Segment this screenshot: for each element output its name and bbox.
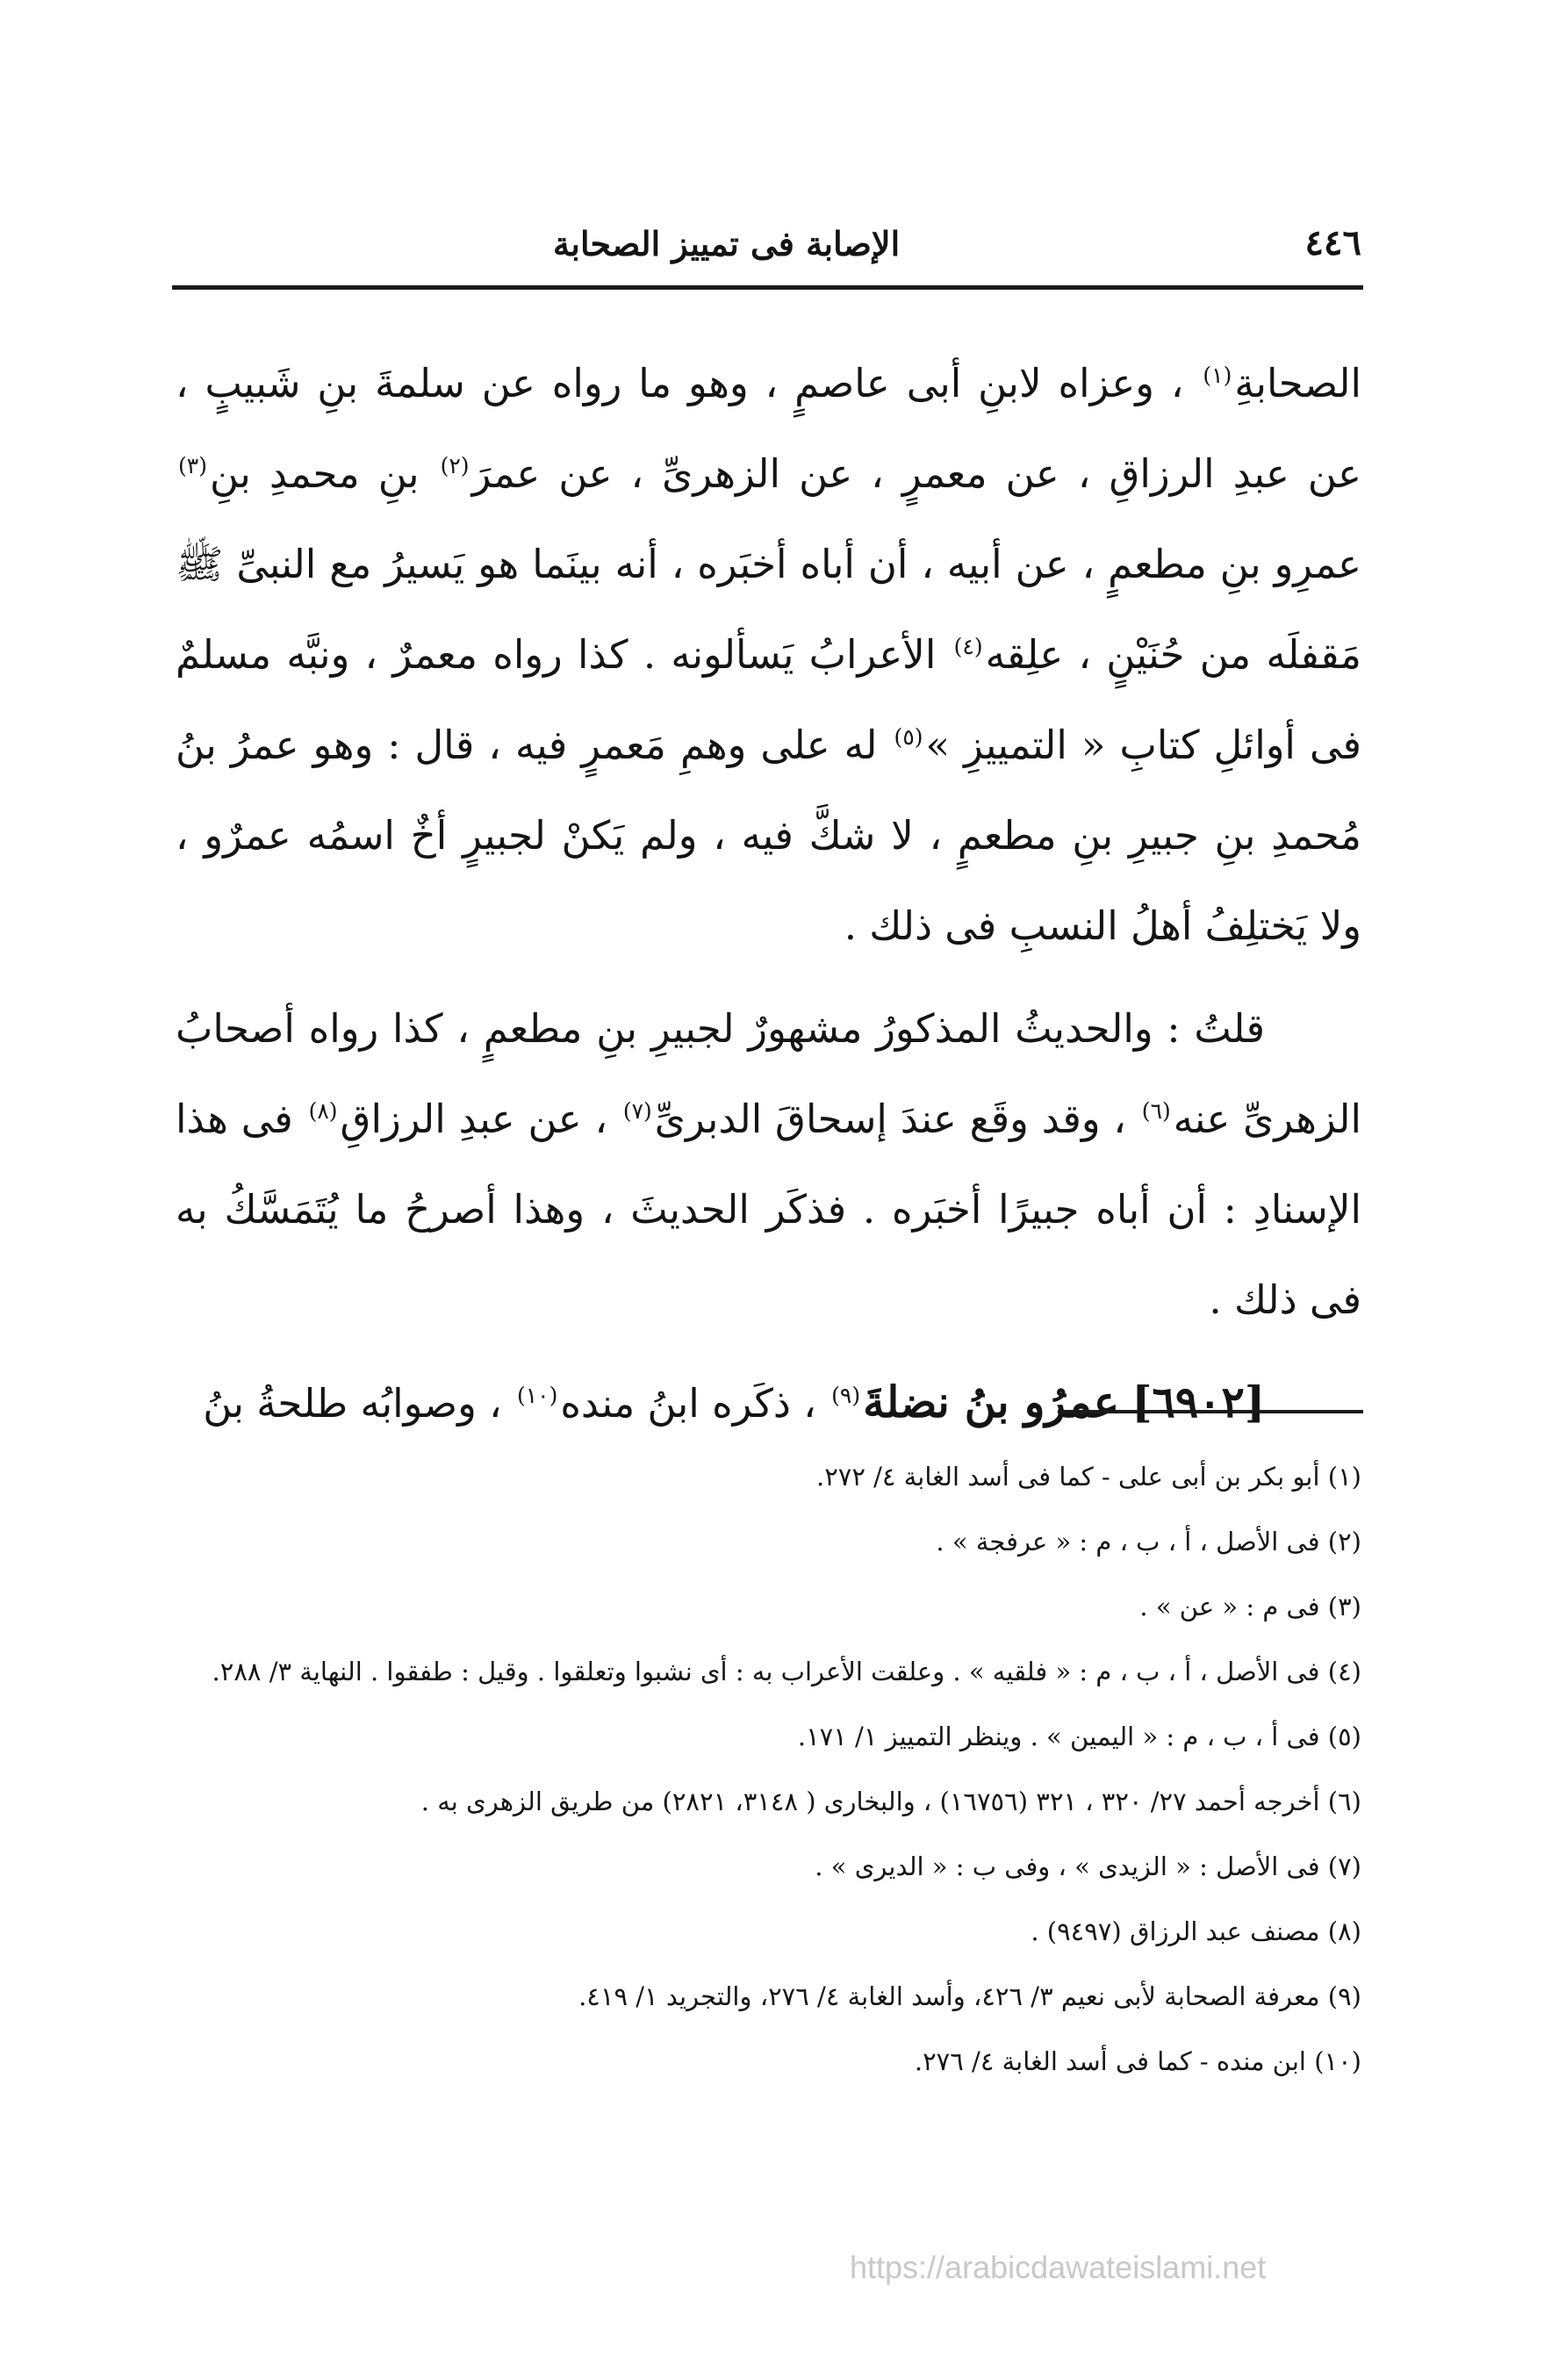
text-run: الأعرابُ يَسألونه . كذا رواه معمرٌ ، ونبَّه مسلمٌ فى أوائلِ كتابِ « التمييزِ »: [176, 631, 1361, 768]
footnote-marker-1: (١): [1203, 363, 1232, 388]
text-run: ، وقد وقَع عندَ إسحاقَ الدبرىِّ: [654, 1096, 1139, 1142]
paragraph-2: [176, 983, 1361, 1345]
footnote-3: (٣) فى م : « عن » .: [1139, 1592, 1361, 1621]
text-run: قلتُ : والحديثُ المذكورُ مشهورٌ لجبيرِ بنِ مطعمٍ ، كذا رواه أصحابُ الزهرىِّ عنه: [176, 1005, 1361, 1142]
text-run: بنِ محمدِ بنِ: [209, 450, 438, 497]
footnote-marker-6: (٦): [1141, 1098, 1171, 1124]
text-run: ، عن عبدِ الرزاقِ: [340, 1096, 621, 1142]
footnote-1: (١) أبو بكر بن أبى على - كما فى أسد الغابة ٤/ ٢٧٢.: [815, 1462, 1361, 1492]
footnote-9: (٩) معرفة الصحابة لأبى نعيم ٣/ ٤٢٦، وأسد الغابة ٤/ ٢٧٦، والتجريد ١/ ٤١٩.: [578, 1981, 1361, 2011]
text-run: الصحابةِ: [1234, 360, 1361, 406]
text-run: ، وعزاه لابنِ أبى عاصمٍ ، وهو ما رواه عن سلمةَ بنِ شَبيبٍ ، عن عبدِ الرزاقِ ، عن معمرٍ ، عن الزهرىِّ ، عن عمرَ: [176, 360, 1361, 497]
footnote-marker-4: (٤): [953, 634, 983, 659]
running-title: الإصابة فى تمييز الصحابة: [553, 224, 901, 263]
watermark-url: https://arabicdawateislami.net: [850, 2249, 1267, 2285]
footnote-10: (١٠) ابن منده - كما فى أسد الغابة ٤/ ٢٧٦.: [914, 2046, 1361, 2076]
header-divider: [172, 285, 1363, 290]
running-head: [176, 209, 1361, 263]
footnote-marker-5: (٥): [894, 724, 923, 750]
footnote-marker-9: (٩): [831, 1383, 861, 1408]
text-run: عمرِو بنِ مطعمٍ ، عن أبيه ، أن أباه أخبَره ، أنه بينَما هو يَسيرُ مع النبىِّ ﷺ مَقفلَه من حُنَيْنٍ ، علِقه: [176, 541, 1361, 678]
footnote-5: (٥) فى أ ، ب ، م : « اليمين » . وينظر التمييز ١/ ١٧١.: [797, 1722, 1361, 1751]
footnote-8: (٨) مصنف عبد الرزاق (٩٤٩٧) .: [1031, 1916, 1361, 1946]
biography-entry: [176, 1357, 1361, 1449]
footnote-4: (٤) فى الأصل ، أ ، ب ، م : « فلقيه » . وعلقت الأعراب به : أى نشبوا وتعلقوا . وقيل : طفقوا . النهاية ٣/ ٢٨٨.: [212, 1657, 1361, 1686]
footnotes: [176, 1444, 1361, 2094]
footnote-2: (٢) فى الأصل ، أ ، ب ، م : « عرفجة » .: [936, 1527, 1361, 1557]
entry-name: عمرُو بنُ نضلةَ: [863, 1377, 1120, 1427]
footnote-marker-2: (٢): [440, 453, 470, 478]
paragraph-1: [176, 338, 1361, 971]
footnote-7: (٧) فى الأصل : « الزيدى » ، وفى ب : « الديرى » .: [815, 1852, 1361, 1881]
footnote-marker-10: (١٠): [516, 1383, 558, 1408]
page-number: ٤٤٦: [1304, 222, 1361, 263]
footnote-divider: [1058, 1410, 1363, 1413]
text-run: له على وهمِ مَعمرٍ فيه ، قال : وهو عمرُ بنُ مُحمدِ بنِ جبيرِ بنِ مطعمٍ ، لا شكَّ فيه ، ولم يَكنْ لجبيرٍ أخٌ اسمُه عمرٌو ، ولا يَختلِفُ أهلُ النسبِ فى ذلك .: [176, 722, 1361, 949]
footnote-marker-7: (٧): [622, 1098, 652, 1124]
footnote-marker-3: (٣): [178, 453, 207, 478]
footnote-marker-8: (٨): [308, 1098, 338, 1124]
text-run: ، وصوابُه طلحةُ بنُ: [203, 1380, 514, 1427]
main-text: [176, 338, 1361, 1449]
text-run: فى هذا الإسنادِ : أن أباه جبيرًا أخبَره . فذكَر الحديثَ ، وهذا أصرحُ ما يُتَمَسَّكُ به فى ذلك .: [176, 1096, 1361, 1323]
footnote-6: (٦) أخرجه أحمد ٢٧/ ٣٢٠ ، ٣٢١ (١٦٧٥٦) ، والبخارى ( ٣١٤٨، ٢٨٢١) من طريق الزهرى به .: [420, 1787, 1361, 1816]
text-run: ، ذكَره ابنُ منده: [560, 1380, 829, 1427]
entry-number: [٦٩٠٢]: [1131, 1377, 1265, 1427]
